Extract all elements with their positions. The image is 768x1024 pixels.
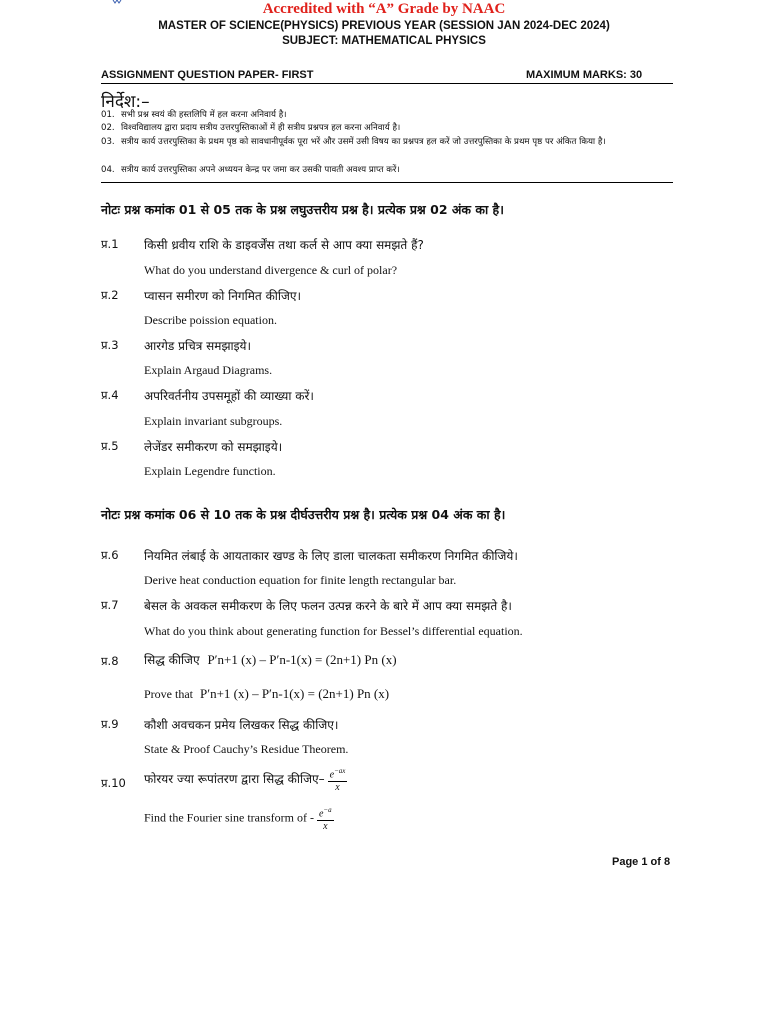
page-number: Page 1 of 8 [612, 856, 671, 868]
fraction-numerator: $e^{-a}$ [318, 806, 332, 820]
question-english-line [144, 804, 334, 833]
question-hindi: कौशी अवचकन प्रमेय लिखकर सिद्ध कीजिए। [144, 718, 339, 732]
question-number: प्र.2 [101, 288, 119, 302]
question-hindi: किसी ध्रवीय राशि के डाइवर्जेंस तथा कर्ल से आप क्या समझते हैं? [144, 238, 424, 252]
subject-title: SUBJECT: MATHEMATICAL PHYSICS [282, 35, 486, 47]
question-english: Explain Argaud Diagrams. [144, 363, 273, 377]
question-hindi: बेसल के अवकल समीकरण के लिए फलन उत्पन्न करने के बारे में आप क्या समझते है। [144, 599, 512, 613]
question-hindi-line [144, 765, 347, 794]
question-english-line [144, 686, 389, 702]
divider [101, 83, 673, 84]
instruction-text: विश्वविद्यालय द्वारा प्रदाय सत्रीय उत्तरपुस्तिकाओं में ही सत्रीय प्रश्नपत्र हल करना अनिवार्य है। [121, 123, 401, 133]
instruction-number: 02. [101, 123, 115, 133]
question-hindi: आरगेड प्रचित्र समझाइये। [144, 339, 252, 353]
divider [101, 182, 673, 183]
fraction [317, 804, 334, 833]
instruction-text: सत्रीय कार्य उत्तरपुस्तिका अपने अध्ययन केन्द्र पर जमा कर उसकी पावती अवश्य प्राप्त करें। [121, 165, 400, 175]
fraction [328, 765, 348, 794]
fraction-numerator: $e^{-ax}$ [329, 767, 346, 781]
max-marks: MAXIMUM MARKS: 30 [526, 69, 643, 81]
instruction-number: 01. [101, 110, 115, 120]
question-hindi: लेजेंडर समीकरण को समझाइये। [144, 440, 283, 454]
fraction-denominator: x [323, 821, 328, 833]
question-number: प्र.6 [101, 548, 119, 562]
question-number: प्र.10 [101, 776, 126, 790]
fraction-denominator: x [335, 782, 340, 794]
section-note-short: नोटः प्रश्न कमांक 01 से 05 तक के प्रश्न लघुउत्तरीय प्रश्न है। प्रत्येक प्रश्न 02 अंक का है। [101, 202, 504, 217]
question-english: Describe poission equation. [144, 313, 277, 327]
question-hindi: प्वासन समीरण को निगमित कीजिए। [144, 289, 302, 303]
question-english: Explain Legendre function. [144, 464, 276, 478]
question-english: State & Proof Cauchy’s Residue Theorem. [144, 742, 349, 756]
instruction-number: 03. [101, 137, 115, 147]
question-english: Prove that [144, 687, 193, 701]
instruction-number: 04. [101, 165, 115, 175]
question-english: Explain invariant subgroups. [144, 414, 283, 428]
question-number: प्र.8 [101, 654, 119, 668]
question-hindi: नियमित लंबाई के आयताकार खण्ड के लिए डाला चालकता समीकरण निगमित कीजिये। [144, 549, 518, 563]
instructions-heading: निर्देश:– [101, 92, 150, 112]
question-hindi: फोरयर ज्या रूपांतरण द्वारा सिद्ध कीजिए– [144, 772, 325, 787]
instruction-text: सभी प्रश्न स्वयं की हस्तलिपि में हल करना अनिवार्य है। [121, 110, 287, 120]
question-english: Find the Fourier sine transform of - [144, 810, 314, 825]
question-number: प्र.1 [101, 237, 119, 251]
question-english: What do you think about generating function for Bessel’s differential equation. [144, 624, 523, 638]
question-english: Derive heat conduction equation for finite length rectangular bar. [144, 573, 457, 587]
question-hindi: अपरिवर्तनीय उपसमूहों की व्याख्या करें। [144, 389, 314, 403]
question-english: What do you understand divergence & curl of polar? [144, 263, 398, 277]
question-hindi: सिद्ध कीजिए [144, 653, 200, 667]
question-hindi-line [144, 651, 397, 668]
instruction-text: सत्रीय कार्य उत्तरपुस्तिका के प्रथम पृष्ठ को सावधानीपूर्वक पूरा भरें और उसमें उसी विषय का प्रश्नपत्र हल करें जो उत्तरपुस्तिका के प्रथम पृष्ठ पर अंकित किया है। [121, 137, 606, 147]
question-number: प्र.9 [101, 717, 119, 731]
accreditation-line: Accredited with “A” Grade by NAAC [262, 1, 506, 17]
formula: P′n+1 (x) – P′n-1(x) = (2n+1) Pn (x) [207, 652, 397, 667]
question-number: प्र.7 [101, 598, 119, 612]
formula: P′n+1 (x) – P′n-1(x) = (2n+1) Pn (x) [200, 686, 390, 701]
section-note-long: नोटः प्रश्न कमांक 06 से 10 तक के प्रश्न दीर्घउत्तरीय प्रश्न है। प्रत्येक प्रश्न 04 अंक का है। [101, 507, 506, 522]
question-number: प्र.4 [101, 388, 119, 402]
question-number: प्र.3 [101, 338, 119, 352]
paper-title: ASSIGNMENT QUESTION PAPER- FIRST [101, 69, 314, 81]
course-title: MASTER OF SCIENCE(PHYSICS) PREVIOUS YEAR (SESSION JAN 2024-DEC 2024) [158, 20, 610, 32]
question-number: प्र.5 [101, 439, 119, 453]
